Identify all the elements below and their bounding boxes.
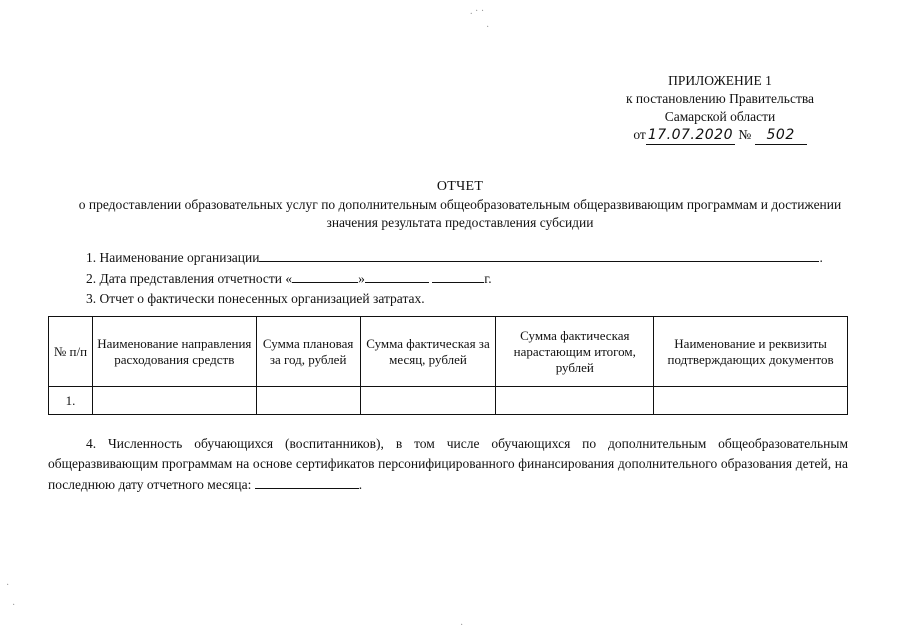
students-count-field[interactable] xyxy=(255,474,359,489)
expenses-table xyxy=(48,316,848,415)
appendix-date-line xyxy=(600,126,840,145)
report-title: ОТЧЕТ xyxy=(436,179,484,194)
header-documents: Наименование и реквизиты подтверждающих документов xyxy=(654,317,848,387)
item-organization-label: 1. Наименование организации xyxy=(86,250,260,265)
item-report-date-mid: » xyxy=(358,271,365,286)
scan-speck: . · · xyxy=(470,6,485,17)
decree-number: 502 xyxy=(755,126,807,145)
appendix-block xyxy=(600,72,840,145)
item-report-date-label: 2. Дата представления отчетности « xyxy=(86,271,293,286)
report-title-block xyxy=(60,178,860,232)
organization-name-field[interactable] xyxy=(259,247,819,262)
header-direction: Наименование направления расходования средств xyxy=(92,317,256,387)
decree-date: 17.07.2020 xyxy=(647,127,733,143)
table-row xyxy=(49,387,848,415)
appendix-line-region: Самарской области xyxy=(664,109,776,124)
report-year-field[interactable] xyxy=(432,268,484,283)
paragraph-students-count xyxy=(48,434,848,495)
scan-speck: · xyxy=(460,620,464,631)
header-planned-sum: Сумма плановая за год, рублей xyxy=(256,317,360,387)
date-prefix: от xyxy=(633,127,646,142)
cell-actual-month-sum[interactable] xyxy=(360,387,496,415)
scan-speck: · xyxy=(6,580,10,591)
cell-direction[interactable] xyxy=(92,387,256,415)
item-report-date xyxy=(86,268,856,289)
cell-documents[interactable] xyxy=(654,387,848,415)
scan-speck: · xyxy=(486,22,490,33)
item-expenses: 3. Отчет о фактически понесенных организацией затратах. xyxy=(86,291,425,306)
table-header-row xyxy=(49,317,848,387)
item-organization-end: . xyxy=(819,250,823,265)
appendix-title: ПРИЛОЖЕНИЕ 1 xyxy=(668,73,772,88)
report-month-field[interactable] xyxy=(365,268,429,283)
cell-actual-cumulative-sum[interactable] xyxy=(496,387,654,415)
report-subtitle: о предоставлении образовательных услуг по дополнительным общеобразовательным общеразвивающим программам и достижении значения результата предоставления субсидии xyxy=(78,197,842,230)
cell-number: 1. xyxy=(49,387,93,415)
report-day-field[interactable] xyxy=(292,268,358,283)
number-prefix: № xyxy=(738,127,752,142)
header-actual-month-sum: Сумма фактическая за месяц, рублей xyxy=(360,317,496,387)
header-actual-cumulative-sum: Сумма фактическая нарастающим итогом, рублей xyxy=(496,317,654,387)
appendix-line-decree: к постановлению Правительства xyxy=(625,91,815,106)
scan-speck: · xyxy=(12,600,16,611)
report-items xyxy=(86,247,856,309)
header-number: № п/п xyxy=(49,317,93,387)
item-organization xyxy=(86,247,856,268)
paragraph-students-end: . xyxy=(358,477,363,492)
paragraph-students-text: 4. Численность обучающихся (воспитанников), в том числе обучающихся по дополнительным общеобразовательным общеразвивающим программам на основе сертификатов персонифицированного финансирования дополнительного образования детей, на последнюю дату отчетного месяца: xyxy=(48,436,848,492)
item-report-date-end: г. xyxy=(484,271,492,286)
cell-planned-sum[interactable] xyxy=(256,387,360,415)
